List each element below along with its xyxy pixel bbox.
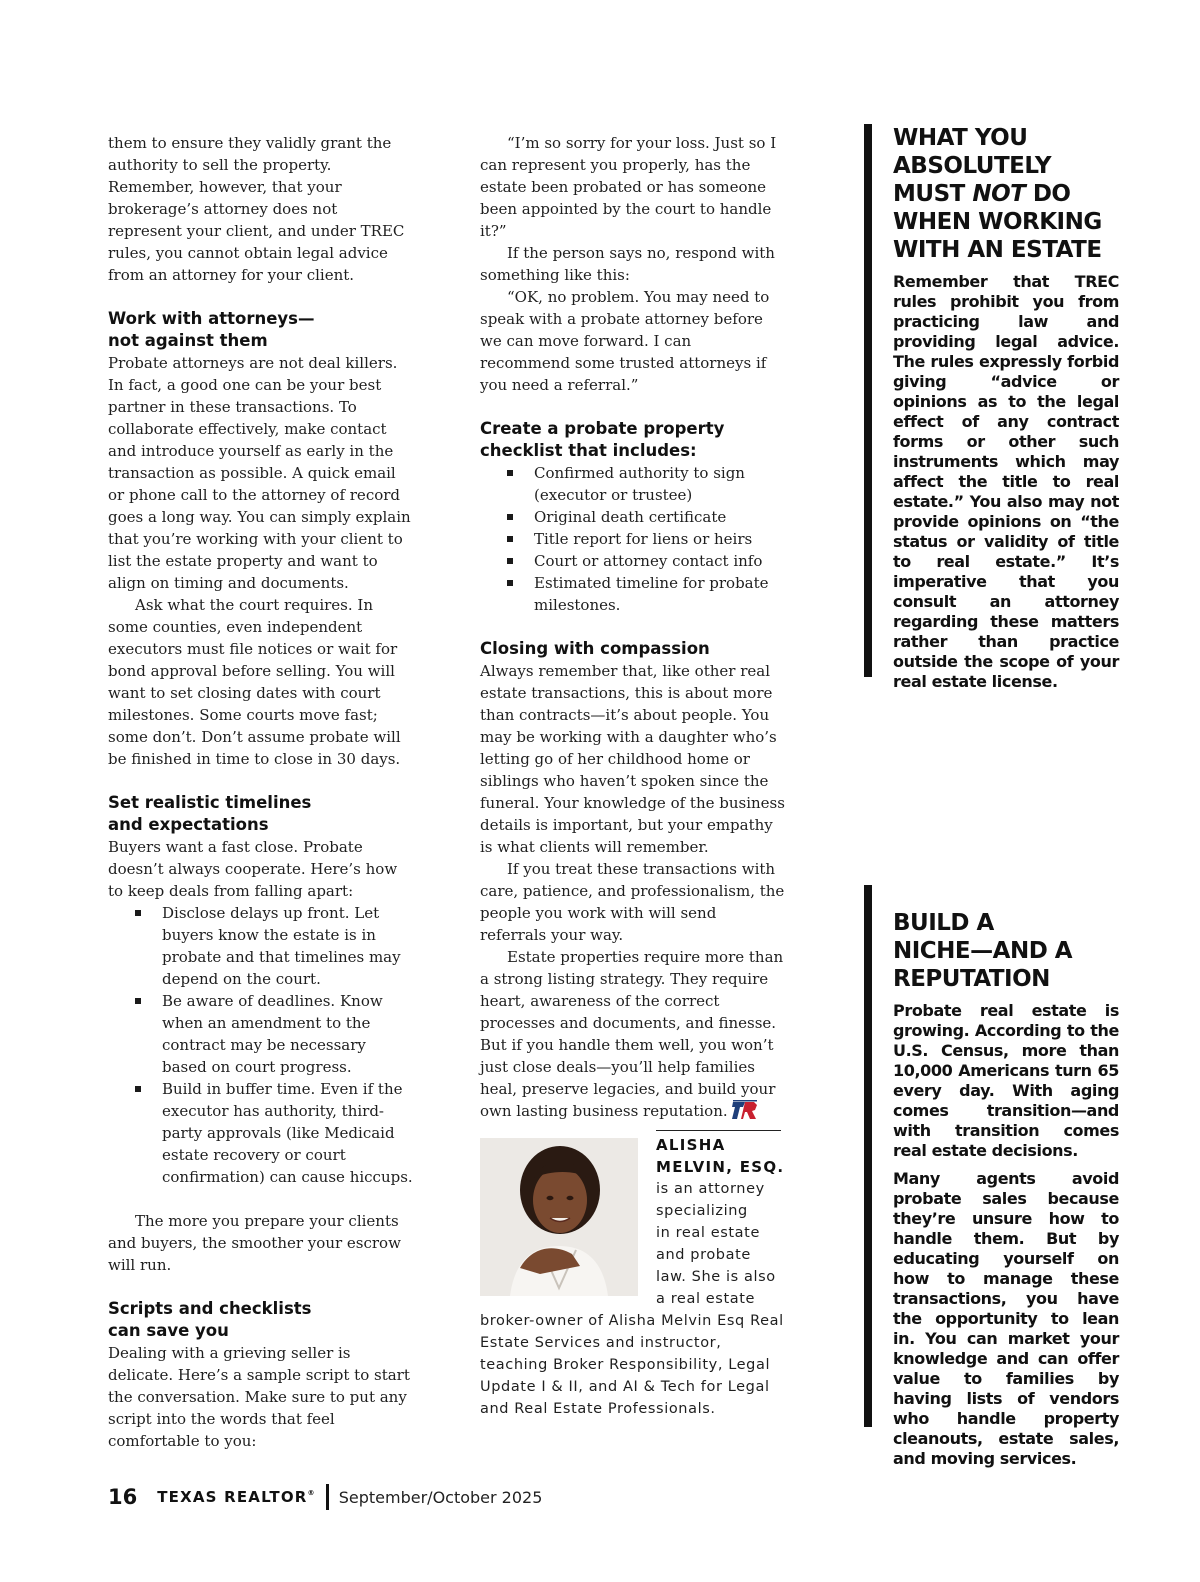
sidebar-accent-bar bbox=[864, 124, 872, 677]
sidebar-title-line: ABSOLUTELY bbox=[893, 153, 1052, 179]
author-bio-line: a real estate bbox=[656, 1291, 756, 1307]
author-bio-line: is an attorney bbox=[656, 1181, 765, 1197]
list-item bbox=[534, 528, 785, 550]
intro-paragraph: them to ensure they validly grant the authority to sell the property. Remember, however, that your brokerage’s attorney does not represent your client, and under TREC rules, you cannot obtain legal advice from an attorney for your client. bbox=[108, 134, 405, 284]
list-item bbox=[534, 572, 785, 616]
list-item bbox=[162, 1078, 413, 1188]
heading-line: checklist that includes: bbox=[480, 441, 697, 460]
footer-divider bbox=[326, 1484, 329, 1510]
heading-realistic-timelines bbox=[108, 792, 413, 836]
heading-line: not against them bbox=[108, 331, 268, 350]
bullet-square-icon bbox=[135, 998, 141, 1004]
list-item bbox=[534, 462, 785, 506]
timelines-paragraph-2: The more you prepare your clients and buyers, the smoother your escrow will run. bbox=[108, 1212, 401, 1274]
bullet-square-icon bbox=[135, 910, 141, 916]
author-bio-line: in real estate bbox=[656, 1225, 760, 1241]
timelines-bullet-list bbox=[108, 902, 413, 1188]
author-bio-line: law. She is also bbox=[656, 1269, 776, 1285]
sidebar-accent-bar bbox=[864, 885, 872, 1427]
bullet-square-icon bbox=[507, 558, 513, 564]
sidebar-body-1: Probate real estate is growing. According to the U.S. Census, more than 10,000 Americans turn 65 every day. With aging comes transition—and with transition comes real estate decisions. bbox=[893, 1001, 1119, 1160]
magazine-name bbox=[157, 1488, 316, 1506]
texas-realtor-logo-icon bbox=[732, 1100, 758, 1120]
heading-line: Scripts and checklists bbox=[108, 1299, 312, 1318]
script-question: “I’m so sorry for your loss. Just so I can represent you properly, has the estate been probated or has someone been appointed by the court to handle it?” bbox=[480, 134, 777, 240]
attorneys-paragraph-2: Ask what the court requires. In some counties, even independent executors must file notices or wait for bond approval before selling. You will want to set closing dates with court milestones. Some courts move fast; some don’t. Don’t assume probate will be finished in time to close in 30 days. bbox=[108, 596, 401, 768]
sidebar-body-2: Many agents avoid probate sales because they’re unsure how to handle them. But by educating yourself on how to manage these transactions, you have the opportunity to lean in. You can market your knowledge and can offer value to families by having lists of vendors who handle property cleanouts, estate sales, and moving services. bbox=[893, 1169, 1119, 1468]
title-part: MUST bbox=[893, 181, 973, 207]
heading-probate-checklist bbox=[480, 418, 785, 462]
article-column-2 bbox=[480, 132, 785, 1420]
list-item bbox=[162, 902, 413, 990]
author-bio-line: and probate bbox=[656, 1247, 751, 1263]
sidebar-title bbox=[893, 909, 1119, 993]
heading-line: Create a probate property bbox=[480, 419, 725, 438]
heading-work-with-attorneys bbox=[108, 308, 413, 352]
bullet-square-icon bbox=[507, 470, 513, 476]
article-column-1 bbox=[108, 132, 413, 1452]
list-item-text: Confirmed authority to sign (executor or trustee) bbox=[534, 464, 745, 504]
author-name bbox=[656, 1134, 785, 1178]
timelines-paragraph-1: Buyers want a fast close. Probate doesn’t always cooperate. Here’s how to keep deals from falling apart: bbox=[108, 838, 398, 900]
script-if-no: If the person says no, respond with something like this: bbox=[480, 244, 775, 284]
list-item-text: Disclose delays up front. Let buyers know the estate is in probate and that timelines may depend on the court. bbox=[162, 904, 401, 988]
author-name-line: MELVIN, ESQ. bbox=[656, 1158, 785, 1176]
sidebar-body: Remember that TREC rules prohibit you from practicing law and providing legal advice. The rules expressly forbid giving “advice or opinions as to the legal effect of any contract forms or other such instruments which may affect the title to real estate.” You also may not provide opinions on “the status or validity of title to real estate.” It’s imperative that you consult an attorney regarding these matters rather than practice outside the scope of your real estate license. bbox=[893, 272, 1119, 691]
title-emphasis: NOT bbox=[972, 181, 1026, 207]
list-item-text: Title report for liens or heirs bbox=[534, 530, 753, 548]
list-item-text: Estimated timeline for probate milestones. bbox=[534, 574, 769, 614]
sidebar-build-a-niche bbox=[864, 885, 1119, 1468]
magazine-name-text: TEXAS REALTOR bbox=[157, 1488, 308, 1506]
bullet-square-icon bbox=[135, 1086, 141, 1092]
list-item bbox=[162, 990, 413, 1078]
author-name-line: ALISHA bbox=[656, 1136, 726, 1154]
heading-closing-compassion: Closing with compassion bbox=[480, 639, 710, 658]
sidebar-title-line bbox=[893, 180, 1119, 208]
author-bio-rest: broker-owner of Alisha Melvin Esq Real Estate Services and instructor, teaching Broker Responsibility, Legal Update I & II, and AI & Tech for Legal and Real Estate Professionals. bbox=[480, 1313, 784, 1417]
heading-line: Work with attorneys— bbox=[108, 309, 315, 328]
list-item-text: Build in buffer time. Even if the executor has authority, third-party approvals (like Medicaid estate recovery or court confirmation) can cause hiccups. bbox=[162, 1080, 413, 1186]
page-number: 16 bbox=[108, 1485, 138, 1509]
heading-line: can save you bbox=[108, 1321, 229, 1340]
author-bio-line: specializing bbox=[656, 1203, 748, 1219]
sidebar-title-line: WHAT YOU bbox=[893, 125, 1028, 151]
sidebar-title-line: WHEN WORKING bbox=[893, 209, 1102, 235]
bullet-square-icon bbox=[507, 536, 513, 542]
bullet-square-icon bbox=[507, 514, 513, 520]
registered-mark: ® bbox=[307, 1489, 316, 1497]
heading-line: Set realistic timelines bbox=[108, 793, 312, 812]
page-footer bbox=[108, 1482, 542, 1512]
closing-paragraph-2: If you treat these transactions with care, patience, and professionalism, the people you work with will send referrals your way. bbox=[480, 860, 785, 944]
checklist-bullet-list bbox=[480, 462, 785, 616]
heading-line: and expectations bbox=[108, 815, 269, 834]
author-divider bbox=[656, 1130, 781, 1131]
list-item-text: Court or attorney contact info bbox=[534, 552, 763, 570]
title-part: DO bbox=[1025, 181, 1071, 207]
issue-date: September/October 2025 bbox=[338, 1487, 543, 1507]
author-bio-right bbox=[656, 1130, 785, 1310]
attorneys-paragraph-1: Probate attorneys are not deal killers. In fact, a good one can be your best partner in these transactions. To collaborate effectively, make contact and introduce yourself as early in the transaction as possible. A quick email or phone call to the attorney of record goes a long way. You can simply explain that you’re working with your client to list the estate property and want to align on timing and documents. bbox=[108, 354, 411, 592]
sidebar-title-line: NICHE—AND A bbox=[893, 938, 1073, 964]
list-item-text: Original death certificate bbox=[534, 508, 727, 526]
closing-paragraph-3 bbox=[480, 946, 785, 1122]
list-item-text: Be aware of deadlines. Know when an amendment to the contract may be necessary based on court progress. bbox=[162, 992, 383, 1076]
list-item bbox=[534, 550, 785, 572]
sidebar-title-line: WITH AN ESTATE bbox=[893, 237, 1102, 263]
bullet-square-icon bbox=[507, 580, 513, 586]
list-item bbox=[534, 506, 785, 528]
sidebar-title bbox=[893, 124, 1119, 264]
author-photo bbox=[480, 1138, 638, 1296]
sidebar-title-line: REPUTATION bbox=[893, 966, 1050, 992]
script-ok-response: “OK, no problem. You may need to speak with a probate attorney before we can move forward. I can recommend some trusted attorneys if you need a referral.” bbox=[480, 288, 770, 394]
closing-paragraph-1: Always remember that, like other real estate transactions, this is about more than contracts—it’s about people. You may be working with a daughter who’s letting go of her childhood home or siblings who haven’t spoken since the funeral. Your knowledge of the business details is important, but your empathy is what clients will remember. bbox=[480, 662, 785, 856]
author-bio bbox=[480, 1130, 785, 1420]
sidebar-title-line: BUILD A bbox=[893, 910, 994, 936]
scripts-paragraph-1: Dealing with a grieving seller is delicate. Here’s a sample script to start the conversation. Make sure to put any script into the words that feel comfortable to you: bbox=[108, 1344, 410, 1450]
closing-paragraph-3-text: Estate properties require more than a strong listing strategy. They require heart, awareness of the correct processes and documents, and finesse. But if you handle them well, you won’t just close deals—you’ll help families heal, preserve legacies, and build your own lasting business reputation. bbox=[480, 948, 784, 1120]
heading-scripts-checklists bbox=[108, 1298, 413, 1342]
sidebar-what-not-to-do bbox=[864, 124, 1119, 691]
